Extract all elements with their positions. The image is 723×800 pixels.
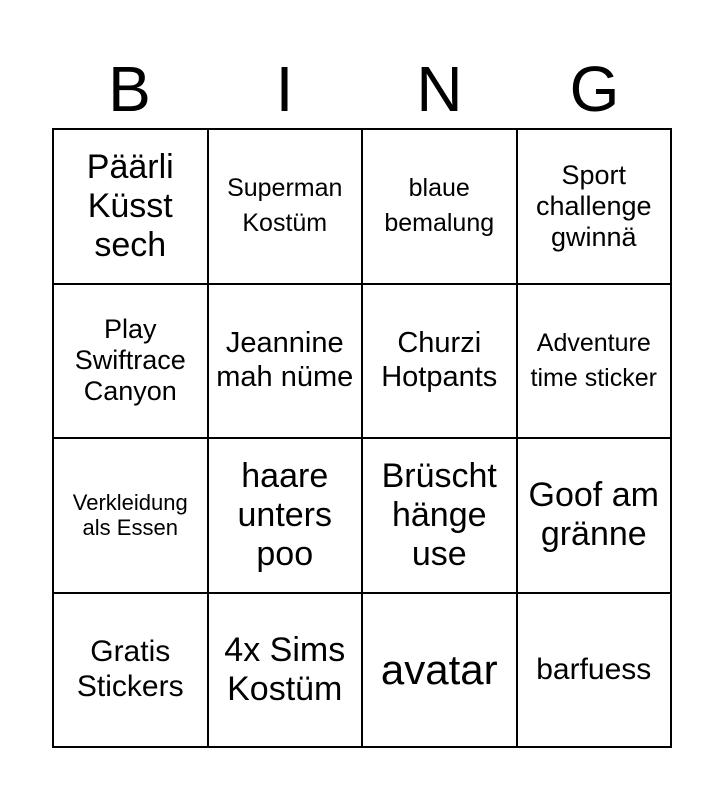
cell-text: Gratis Stickers xyxy=(76,635,184,703)
bingo-cell-3-0[interactable] xyxy=(54,594,209,749)
bingo-cell-2-0[interactable] xyxy=(54,439,209,594)
bingo-cell-2-2[interactable] xyxy=(363,439,518,594)
cell-text: haare unters poo xyxy=(237,456,332,573)
bingo-cell-1-3[interactable] xyxy=(518,285,673,440)
cell-text: barfuess xyxy=(536,652,652,686)
cell-text: Sport challenge gwinnä xyxy=(535,159,652,252)
header-letter-g: G xyxy=(569,53,620,125)
cell-text: Play Swiftrace Canyon xyxy=(74,314,186,407)
cell-text: Adventure time sticker xyxy=(530,328,657,392)
cell-text: Brüscht hänge use xyxy=(381,456,497,573)
bingo-cell-1-2[interactable] xyxy=(363,285,518,440)
cell-text: Jeannine mah nüme xyxy=(216,327,354,393)
cell-text: Verkleidung als Essen xyxy=(72,489,188,541)
bingo-cell-2-3[interactable] xyxy=(518,439,673,594)
bingo-cell-0-0[interactable] xyxy=(54,130,209,285)
cell-text: Superman Kostüm xyxy=(227,174,343,238)
cell-text: Goof am gränne xyxy=(528,476,659,554)
header-letter-n: N xyxy=(416,53,463,125)
bingo-cell-3-2[interactable] xyxy=(363,594,518,749)
bingo-cell-3-1[interactable] xyxy=(209,594,364,749)
cell-text: Päärli Küsst sech xyxy=(86,147,174,264)
bingo-cell-1-0[interactable] xyxy=(54,285,209,440)
header-letter-i: I xyxy=(275,53,294,125)
cell-text: blaue bemalung xyxy=(384,174,495,238)
bingo-cell-3-3[interactable] xyxy=(518,594,673,749)
header-letter-b: B xyxy=(108,53,151,125)
bingo-cell-0-1[interactable] xyxy=(209,130,364,285)
bingo-cell-1-1[interactable] xyxy=(209,285,364,440)
cell-text: 4x Sims Kostüm xyxy=(224,630,346,708)
bingo-grid xyxy=(52,128,672,748)
cell-text: avatar xyxy=(380,645,498,693)
bingo-header xyxy=(52,50,672,128)
bingo-cell-0-3[interactable] xyxy=(518,130,673,285)
bingo-cell-2-1[interactable] xyxy=(209,439,364,594)
bingo-cell-0-2[interactable] xyxy=(363,130,518,285)
cell-text: Churzi Hotpants xyxy=(381,327,498,393)
